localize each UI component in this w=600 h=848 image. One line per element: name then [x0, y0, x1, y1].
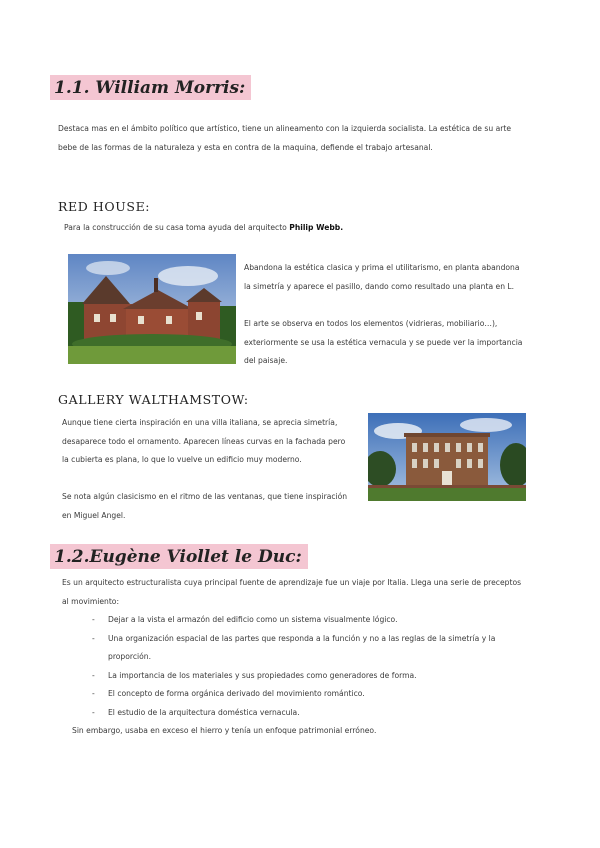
viollet-le-duc-closing: Sin embargo, usaba en exceso el hierro y tenía un enfoque patrimonial erróneo.	[72, 726, 377, 735]
red-house-description-1: Abandona la estética clasica y prima el utilitarismo, en planta abandona la simetría y aparece el pasillo, dando como resultado una planta en L.	[244, 263, 520, 291]
red-house-photo	[68, 254, 236, 364]
viollet-le-duc-intro: Es un arquitecto estructuralista cuya principal fuente de aprendizaje fue un viaje por Italia. Llega una serie de preceptos al movimiento:	[62, 578, 522, 606]
list-item: - Una organización espacial de las partes que responda a la función y no a las reglas de la simetría y la proporción.	[92, 630, 522, 667]
section-title-william-morris: 1.1. William Morris:	[50, 75, 251, 100]
list-item: - El estudio de la arquitectura doméstica vernacula.	[92, 704, 522, 723]
gallery-description-1: Aunque tiene cierta inspiración en una villa italiana, se aprecia simetría, desaparece todo el ornamento. Aparecen líneas curvas en la fachada pero la cubierta es plana, lo que lo vuelve un edificio muy moderno.	[62, 418, 346, 465]
red-house-description-2: El arte se observa en todos los elementos (vidrieras, mobiliario…), exteriormente se usa la estética vernacula y se puede ver la importancia del paisaje.	[244, 319, 523, 366]
gallery-description-2: Se nota algún clasicismo en el ritmo de las ventanas, que tiene inspiración en Miguel Angel.	[62, 492, 348, 520]
architect-name: Philip Webb.	[289, 223, 344, 232]
red-house-lead-text: Para la construcción de su casa toma ayuda del arquitecto	[64, 223, 287, 232]
red-house-lead	[64, 219, 524, 238]
red-house-heading: RED HOUSE:	[58, 199, 151, 214]
gallery-heading: GALLERY WALTHAMSTOW:	[58, 392, 249, 407]
gallery-walthamstow-photo	[368, 413, 526, 501]
preceptos-list	[92, 611, 522, 723]
william-morris-intro: Destaca mas en el ámbito político que artístico, tiene un alineamento con la izquierda socialista. La estética de su arte bebe de las formas de la naturaleza y esta en contra de la maquina, defiende el trabajo artesanal.	[58, 124, 511, 152]
list-item: - La importancia de los materiales y sus propiedades como generadores de forma.	[92, 667, 522, 686]
section-title-viollet-le-duc: 1.2.Eugène Viollet le Duc:	[50, 544, 308, 569]
list-item: - El concepto de forma orgánica derivado del movimiento romántico.	[92, 685, 522, 704]
list-item: - Dejar a la vista el armazón del edificio como un sistema visualmente lógico.	[92, 611, 522, 630]
